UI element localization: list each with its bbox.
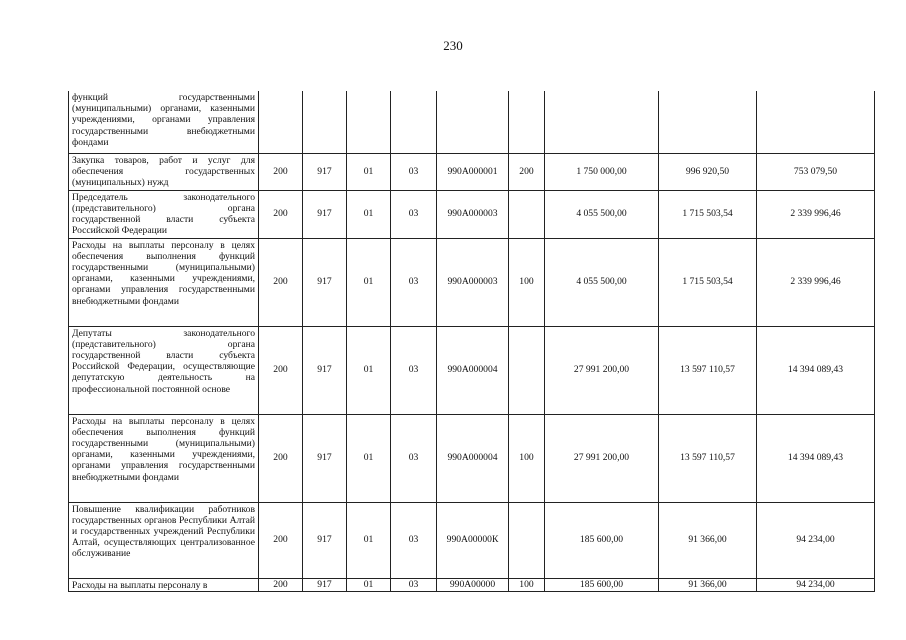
row-rest: 14 394 089,43	[757, 414, 875, 502]
row-plan: 1 750 000,00	[545, 153, 659, 190]
row-csr	[437, 91, 509, 153]
row-pr: 03	[391, 153, 437, 190]
row-vr	[509, 326, 545, 414]
row-name: Расходы на выплаты персоналу в целях обеспечения выполнения функций государственными (муниципальными) органами, казенными учреждениями, органами управления государственными внебюджетными фондами	[69, 414, 259, 502]
table-row	[69, 91, 875, 153]
row-rz: 01	[347, 326, 391, 414]
row-ved: 917	[303, 190, 347, 238]
row-plan: 27 991 200,00	[545, 414, 659, 502]
row-rest: 2 339 996,46	[757, 238, 875, 326]
row-rest: 94 234,00	[757, 578, 875, 591]
row-ved: 917	[303, 153, 347, 190]
row-vr: 100	[509, 414, 545, 502]
row-plan	[545, 91, 659, 153]
table-row	[69, 578, 875, 591]
table-body	[69, 91, 875, 591]
row-rz	[347, 91, 391, 153]
row-name: Расходы на выплаты персоналу в целях обеспечения выполнения функций государственными (муниципальными) органами, казенными учреждениями, органами управления государственными внебюджетными фондами	[69, 238, 259, 326]
row-pr: 03	[391, 190, 437, 238]
row-csr: 990А000004	[437, 414, 509, 502]
row-rz: 01	[347, 414, 391, 502]
row-ved: 917	[303, 502, 347, 578]
row-exec: 13 597 110,57	[659, 326, 757, 414]
page-number: 230	[443, 38, 463, 53]
row-csr: 990А000003	[437, 190, 509, 238]
row-plan: 185 600,00	[545, 502, 659, 578]
row-plan: 4 055 500,00	[545, 190, 659, 238]
table-row	[69, 326, 875, 414]
row-csr: 990А00000	[437, 578, 509, 591]
row-ved: 917	[303, 326, 347, 414]
row-rz: 01	[347, 578, 391, 591]
row-exec: 91 366,00	[659, 502, 757, 578]
row-grbs	[259, 91, 303, 153]
row-exec: 13 597 110,57	[659, 414, 757, 502]
row-exec: 91 366,00	[659, 578, 757, 591]
row-name: Депутаты законодательного (представительного) органа государственной власти субъекта Российской Федерации, осуществляющие депутатскую деятельность на профессиональной постоянной основе	[69, 326, 259, 414]
row-grbs: 200	[259, 190, 303, 238]
row-ved: 917	[303, 578, 347, 591]
row-csr: 990А000001	[437, 153, 509, 190]
row-exec	[659, 91, 757, 153]
row-ved	[303, 91, 347, 153]
row-csr: 990А000003	[437, 238, 509, 326]
row-rest: 753 079,50	[757, 153, 875, 190]
table-row	[69, 502, 875, 578]
row-rest: 14 394 089,43	[757, 326, 875, 414]
row-name: функций государственными (муниципальными) органами, казенными учреждениями, органами управления государственными внебюджетными фондами	[69, 91, 259, 153]
row-grbs: 200	[259, 414, 303, 502]
row-grbs: 200	[259, 578, 303, 591]
row-name: Председатель законодательного (представительного) органа государственной власти субъекта Российской Федерации	[69, 190, 259, 238]
row-vr: 200	[509, 153, 545, 190]
row-name: Закупка товаров, работ и услуг для обеспечения государственных (муниципальных) нужд	[69, 153, 259, 190]
row-plan: 27 991 200,00	[545, 326, 659, 414]
row-rz: 01	[347, 238, 391, 326]
row-grbs: 200	[259, 502, 303, 578]
table-row	[69, 190, 875, 238]
table-row	[69, 238, 875, 326]
row-pr: 03	[391, 502, 437, 578]
row-pr: 03	[391, 326, 437, 414]
budget-table	[68, 91, 875, 592]
row-rz: 01	[347, 153, 391, 190]
row-name: Повышение квалификации работников государственных органов Республики Алтай и государственных учреждений Республики Алтай, осуществляющих централизованное обслуживание	[69, 502, 259, 578]
row-rest	[757, 91, 875, 153]
row-grbs: 200	[259, 326, 303, 414]
row-pr: 03	[391, 578, 437, 591]
row-exec: 1 715 503,54	[659, 238, 757, 326]
row-name: Расходы на выплаты персоналу в	[69, 578, 259, 591]
row-ved: 917	[303, 238, 347, 326]
row-pr: 03	[391, 414, 437, 502]
row-plan: 4 055 500,00	[545, 238, 659, 326]
row-pr: 03	[391, 238, 437, 326]
row-ved: 917	[303, 414, 347, 502]
row-grbs: 200	[259, 238, 303, 326]
row-rest: 2 339 996,46	[757, 190, 875, 238]
row-rz: 01	[347, 190, 391, 238]
row-rest: 94 234,00	[757, 502, 875, 578]
row-rz: 01	[347, 502, 391, 578]
row-vr	[509, 91, 545, 153]
row-csr: 990А000004	[437, 326, 509, 414]
row-plan: 185 600,00	[545, 578, 659, 591]
row-csr: 990А00000К	[437, 502, 509, 578]
row-exec: 1 715 503,54	[659, 190, 757, 238]
table-row	[69, 153, 875, 190]
row-pr	[391, 91, 437, 153]
row-exec: 996 920,50	[659, 153, 757, 190]
row-vr: 100	[509, 578, 545, 591]
row-vr	[509, 502, 545, 578]
row-vr	[509, 190, 545, 238]
row-vr: 100	[509, 238, 545, 326]
table-row	[69, 414, 875, 502]
row-grbs: 200	[259, 153, 303, 190]
